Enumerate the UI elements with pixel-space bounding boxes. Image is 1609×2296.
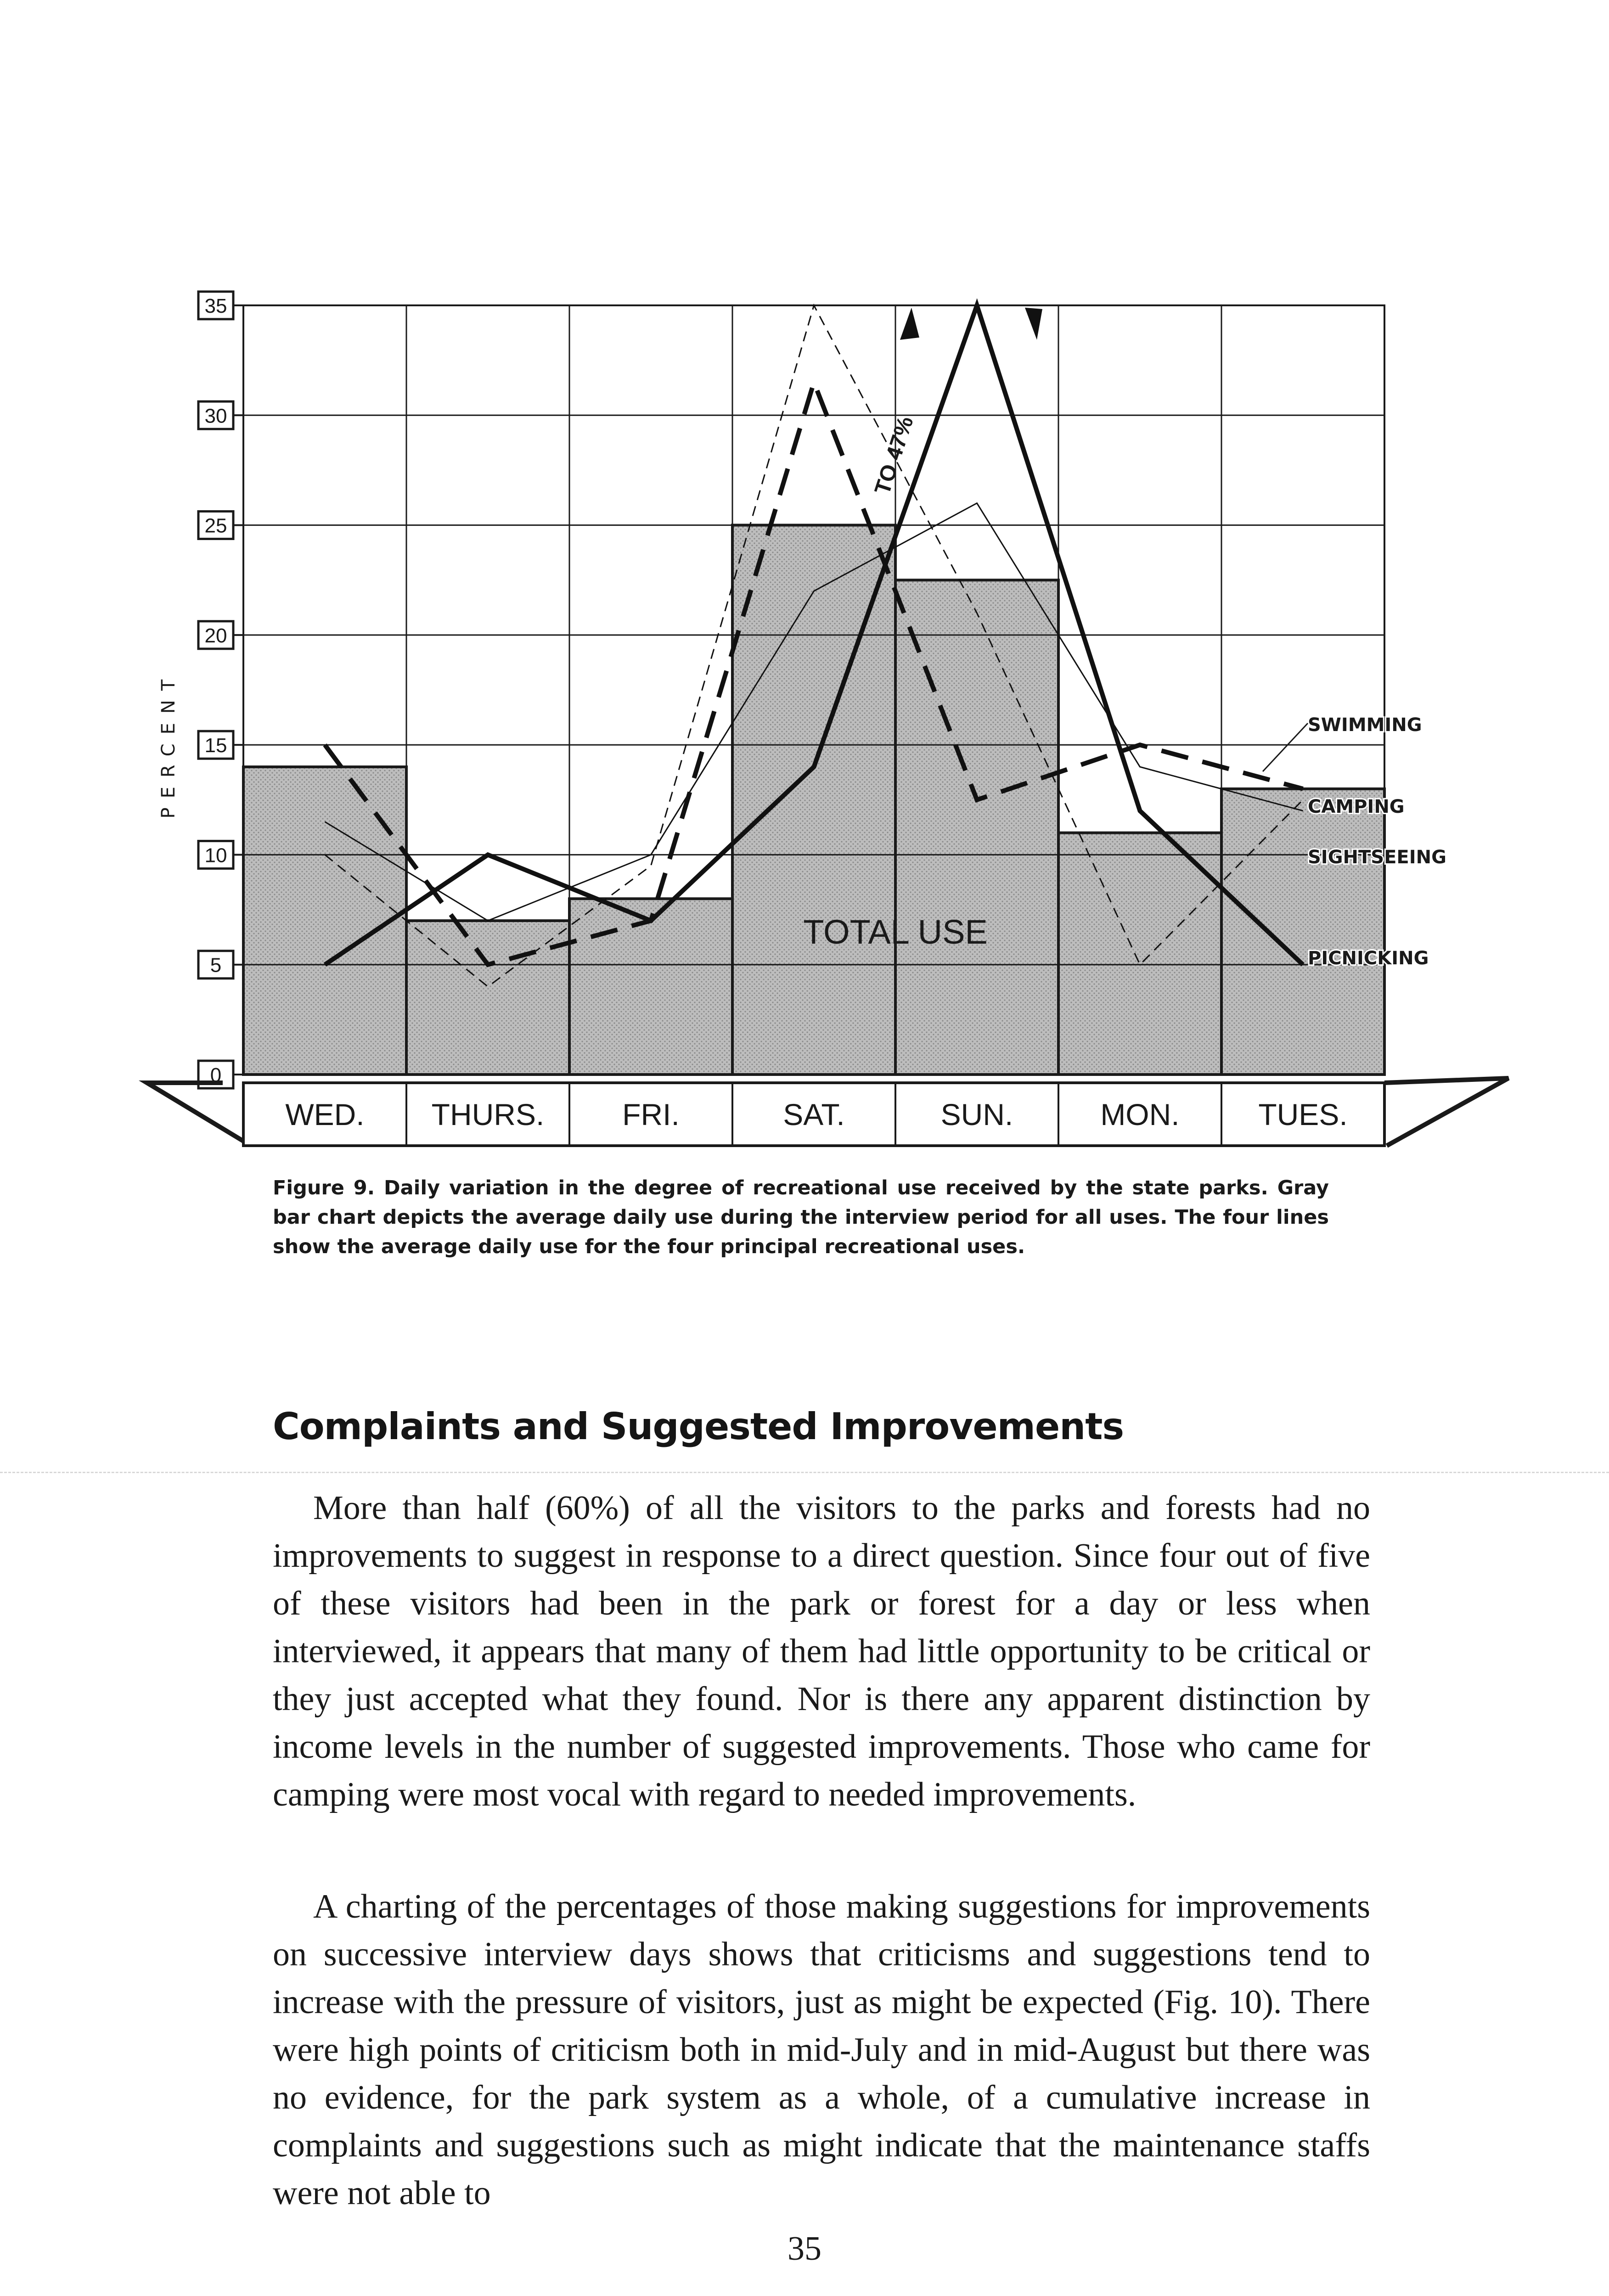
y-tick-label: 10 bbox=[204, 844, 227, 867]
page-fold-line bbox=[0, 1472, 1609, 1473]
total-use-bar bbox=[1058, 833, 1221, 1075]
y-tick-label: 5 bbox=[210, 954, 222, 977]
x-tick-label: WED. bbox=[285, 1097, 365, 1131]
peak-annotation: TO 47% bbox=[870, 413, 918, 498]
figure-caption: Figure 9. Daily variation in the degree of recreational use received by the state parks. Gray bar chart depicts the average daily use during the interview period for all uses. The four lines show the average daily use for the four principal recreational uses. bbox=[273, 1176, 1329, 1258]
total-use-bar bbox=[895, 580, 1058, 1075]
x-tick-label: SUN. bbox=[940, 1097, 1013, 1131]
series-label: SWIMMING bbox=[1308, 715, 1422, 736]
body-paragraph: More than half (60%) of all the visitors to the parks and forests had no improvements to suggest in response to a direct question. Since four out of five of these visitors had been in the park or forest for a day or less when interviewed, it appears that many of them had little opportunity to be critical or they just accepted what they found. Nor is there any apparent distinction by income levels in the number of suggested improvements. Those who came for camping were most vocal with regard to needed improvements. bbox=[273, 1489, 1370, 1813]
y-tick-label: 15 bbox=[204, 734, 227, 757]
series-label: CAMPING bbox=[1308, 796, 1405, 817]
x-tick-label: SAT. bbox=[783, 1097, 845, 1131]
series-label: PICNICKING bbox=[1308, 948, 1429, 969]
body-paragraph: A charting of the percentages of those making suggestions for improvements on successive interview days shows that criticisms and suggestions tend to increase with the pressure of visitors, just as might be expected (Fig. 10). There were high points of criticism both in mid-July and in mid-August but there was no evidence, for the park system as a whole, of a cumulative increase in complaints and suggestions such as might indicate that the maintenance staffs were not able to bbox=[273, 1888, 1370, 2212]
left-wedge bbox=[147, 1083, 243, 1141]
y-tick-label: 25 bbox=[204, 514, 227, 537]
series-label: SIGHTSEEING bbox=[1308, 847, 1446, 868]
total-use-label: TOTAL USE bbox=[803, 913, 988, 951]
y-tick-label: 30 bbox=[204, 405, 227, 428]
x-tick-label: MON. bbox=[1100, 1097, 1180, 1131]
section-title: Complaints and Suggested Improvements bbox=[273, 1405, 1124, 1448]
arrow-down-icon bbox=[1025, 308, 1042, 340]
arrow-up-icon bbox=[900, 308, 919, 340]
x-tick-label: FRI. bbox=[622, 1097, 680, 1131]
y-tick-label: 0 bbox=[210, 1064, 222, 1086]
right-wedge bbox=[1384, 1078, 1508, 1146]
total-use-bar bbox=[243, 767, 406, 1075]
total-use-bar bbox=[569, 899, 732, 1075]
x-tick-label: TUES. bbox=[1258, 1097, 1348, 1131]
total-use-bar bbox=[1221, 789, 1384, 1075]
page-number: 35 bbox=[788, 2230, 821, 2268]
label-leader bbox=[1263, 723, 1308, 771]
y-axis-title: PERCENT bbox=[158, 670, 179, 819]
y-tick-label: 35 bbox=[204, 295, 227, 317]
x-tick-label: THURS. bbox=[431, 1097, 545, 1131]
total-use-bar bbox=[406, 921, 569, 1075]
y-tick-label: 20 bbox=[204, 624, 227, 647]
